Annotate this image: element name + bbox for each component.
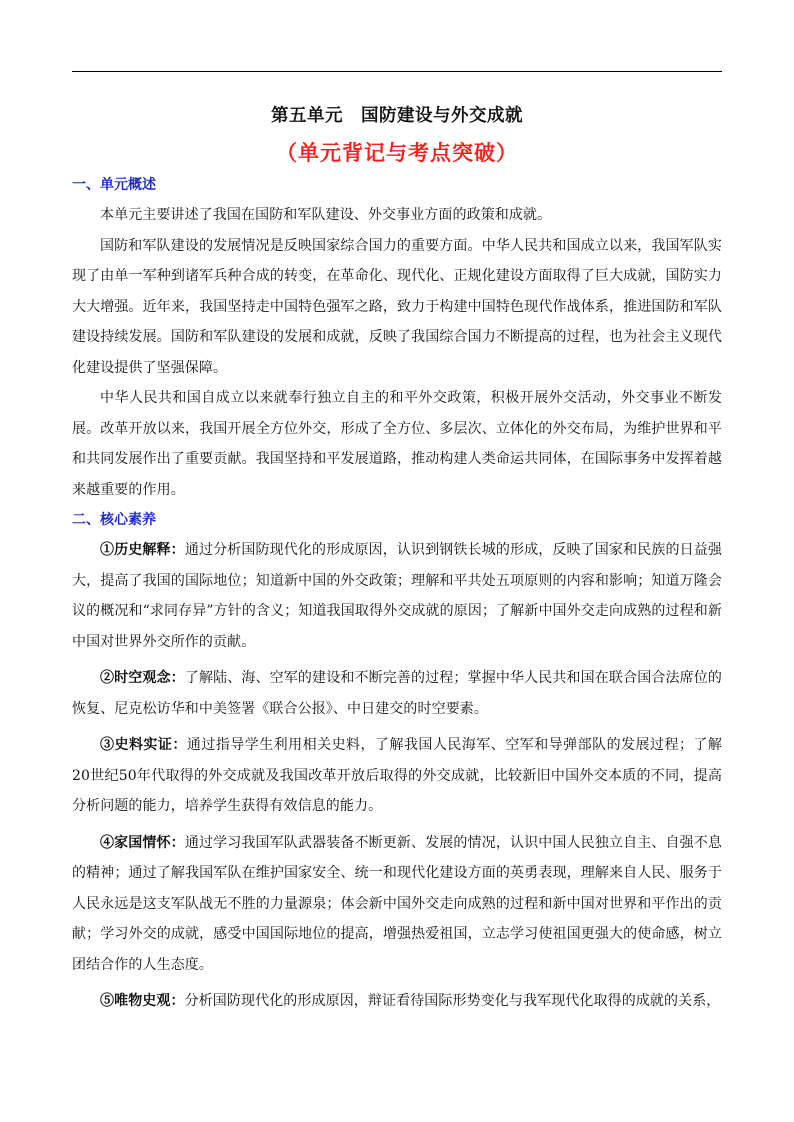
unit-subtitle: （单元背记与考点突破） (276, 140, 518, 165)
literacy-item (72, 535, 722, 657)
literacy-term: ①历史解释： (100, 542, 185, 558)
literacy-term: ②时空观念： (100, 670, 185, 686)
unit-title: 第五单元 国防建设与外交成就 (271, 106, 523, 126)
overview-paragraph: 国防和军队建设的发展情况是反映国家综合国力的重要方面。中华人民共和国成立以来，我国军队实现了由单一军种到诸军兵种合成的转变，在革命化、现代化、正规化建设方面取得了巨大成就，国防实力大大增强。近年来，我国坚持走中国特色强军之路，致力于构建中国特色现代作战体系，推进国防和军队建设持续发展。国防和军队建设的发展和成就，反映了我国综合国力不断提高的过程，也为社会主义现代化建设提供了坚强保障。 (72, 237, 722, 376)
overview-paragraph: 本单元主要讲述了我国在国防和军队建设、外交事业方面的政策和成就。 (100, 207, 552, 223)
document-page (72, 96, 722, 1017)
literacy-term: ⑤唯物史观： (100, 993, 185, 1009)
literacy-item (72, 828, 722, 981)
literacy-term: ③史料实证： (100, 737, 187, 753)
header-rule (72, 71, 722, 72)
literacy-item (72, 663, 722, 724)
literacy-item (72, 730, 722, 822)
overview-paragraph: 中华人民共和国自成立以来就奉行独立自主的和平外交政策，积极开展外交活动，外交事业不断发展。改革开放以来，我国开展全方位外交，形成了全方位、多层次、立体化的外交布局，为维护世界和平和共同发展作出了重要贡献。我国坚持和平发展道路，推动构建人类命运共同体，在国际事务中发挥着越来越重要的作用。 (72, 390, 722, 498)
literacy-text: 通过分析国防现代化的形成原因，认识到钢铁长城的形成，反映了国家和民族的日益强大，提高了我国的国际地位；知道新中国的外交政策；理解和平共处五项原则的内容和影响；知道万隆会议的概况和“求同存异”方针的含义；知道我国取得外交成就的原因；了解新中国外交走向成熟的过程和新中国对世界外交所作的贡献。 (72, 542, 722, 650)
literacy-text: 通过指导学生利用相关史料，了解我国人民海军、空军和导弹部队的发展过程；了解20世纪50年代取得的外交成就及我国改革开放后取得的外交成就，比较新旧中国外交本质的不同，提高分析问题的能力，培养学生获得有效信息的能力。 (72, 737, 722, 814)
literacy-text: 了解陆、海、空军的建设和不断完善的过程；掌握中华人民共和国在联合国合法席位的恢复、尼克松访华和中美签署《联合公报》、中日建交的时空要素。 (72, 670, 722, 717)
section-heading-overview: 一、单元概述 (72, 177, 156, 193)
literacy-text: 分析国防现代化的形成原因，辩证看待国际形势变化与我军现代化取得的成就的关系， (184, 993, 721, 1009)
literacy-text: 通过学习我国军队武器装备不断更新、发展的情况，认识中国人民独立自主、自强不息的精神；通过了解我国军队在维护国家安全、统一和现代化建设方面的英勇表现，理解来自人民、服务于人民永远是这支军队战无不胜的力量源泉；体会新中国外交走向成熟的过程和新中国对世界和平作出的贡献；学习外交的成就，感受中国国际地位的提高，增强热爱祖国，立志学习使祖国更强大的使命感，树立团结合作的人生态度。 (72, 834, 722, 973)
literacy-term: ④家国情怀： (100, 834, 185, 851)
section-heading-core-literacy: 二、核心素养 (72, 512, 156, 528)
literacy-item (72, 986, 722, 1017)
